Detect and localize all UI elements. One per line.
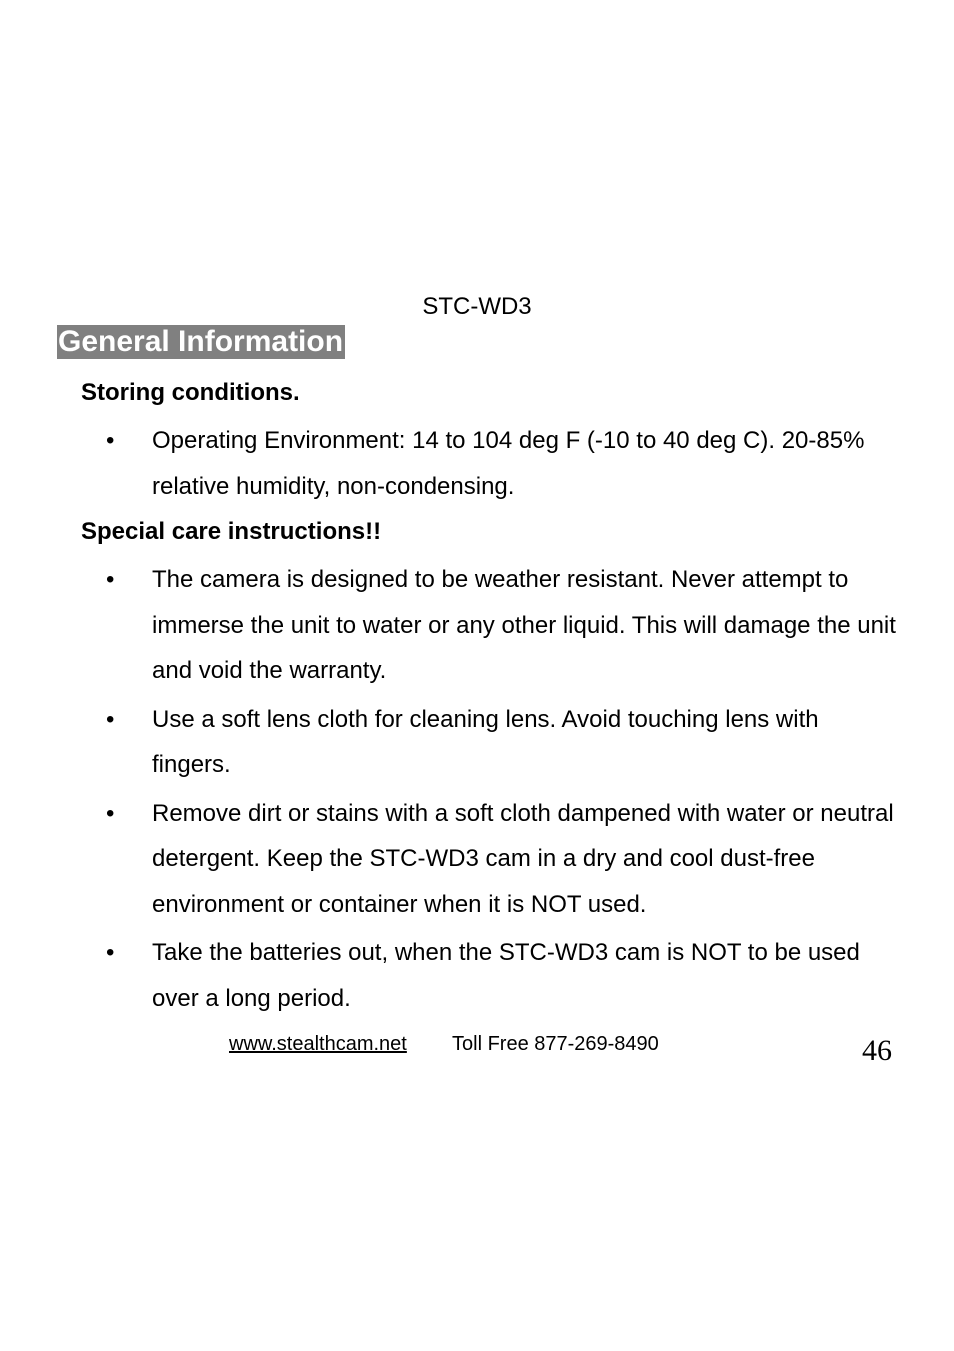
page-number: 46 [862,1034,892,1067]
bullet-icon: • [106,566,115,593]
document-header-model: STC-WD3 [422,293,532,320]
section-title: General Information [58,325,344,358]
list-item [0,930,897,1021]
storing-conditions-heading: Storing conditions. [81,379,300,406]
bullet-icon: • [106,427,115,454]
special-care-heading: Special care instructions!! [81,518,382,545]
website-link[interactable]: www.stealthcam.net [229,1033,407,1055]
list-item [0,418,897,509]
list-item [0,697,897,788]
list-item-text: Use a soft lens cloth for cleaning lens. Avoid touching lens with fingers. [152,705,819,778]
list-item-text: Take the batteries out, when the STC-WD3 cam is NOT to be used over a long period. [152,939,860,1012]
bullet-icon: • [106,705,115,733]
special-care-list [0,557,954,1024]
list-item-text: Operating Environment: 14 to 104 deg F (-10 to 40 deg C). 20-85% relative humidity, non-condensing. [152,427,865,500]
list-item-text: The camera is designed to be weather resistant. Never attempt to immerse the unit to water or any other liquid. This will damage the unit and void the warranty. [152,566,896,684]
bullet-icon: • [106,939,115,966]
bullet-icon: • [106,799,115,827]
storing-conditions-list [0,418,954,512]
list-item [0,791,897,928]
toll-free-phone: Toll Free 877-269-8490 [452,1033,659,1055]
list-item [0,557,897,694]
list-item-text: Remove dirt or stains with a soft cloth dampened with water or neutral detergent. Keep the STC-WD3 cam in a dry and cool dust-free environment or container when it is NOT used. [152,799,894,918]
